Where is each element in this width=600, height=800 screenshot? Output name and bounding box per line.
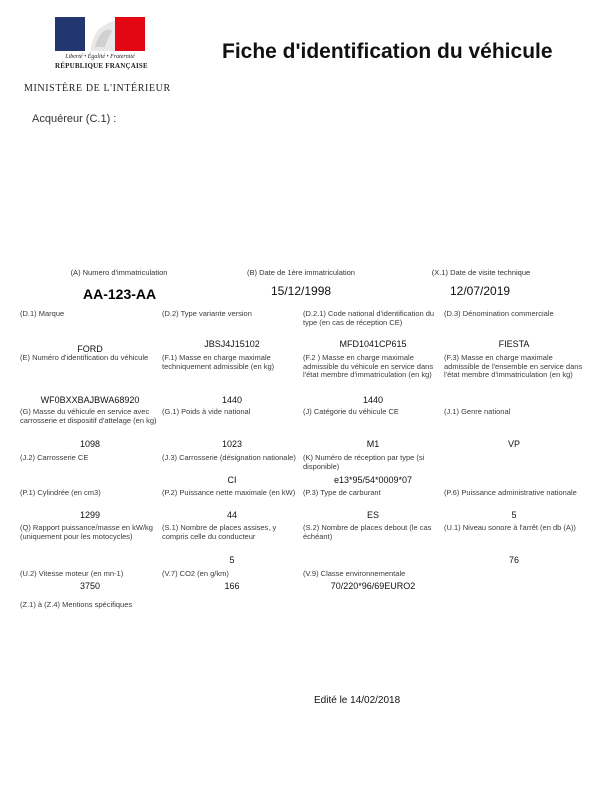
field-p3-value: ES xyxy=(366,510,379,520)
field-d3-value: FIESTA xyxy=(498,339,530,349)
field-e-label: (E) Numéro d'identification du véhicule xyxy=(20,353,149,362)
field-s2-label: (S.2) Nombre de places debout (le cas échéant) xyxy=(303,523,432,541)
field-j-label: (J) Catégorie du véhicule CE xyxy=(303,407,399,416)
field-d2-value: JBSJ4J15102 xyxy=(204,339,260,349)
field-p6-label: (P.6) Puissance administrative nationale xyxy=(444,488,577,497)
field-p2-label: (P.2) Puissance nette maximale (en kW) xyxy=(162,488,296,497)
field-f1-value: 1440 xyxy=(221,395,243,405)
field-q-label: (Q) Rapport puissance/masse en kW/kg (uniquement pour les motocycles) xyxy=(20,523,153,541)
field-p1-label: (P.1) Cylindrée (en cm3) xyxy=(20,488,101,497)
field-p1-value: 1299 xyxy=(79,510,101,520)
page-title: Fiche d'identification du véhicule xyxy=(222,40,553,63)
edited-date: Edité le 14/02/2018 xyxy=(314,695,401,706)
field-p6-value: 5 xyxy=(511,510,517,520)
first-registration-label: (B) Date de 1ère immatriculation xyxy=(247,268,355,277)
logo-republic: RÉPUBLIQUE FRANÇAISE xyxy=(55,62,148,70)
ministry-name: MINISTÈRE DE L'INTÉRIEUR xyxy=(24,83,171,94)
field-j3-label: (J.3) Carrosserie (désignation nationale) xyxy=(162,453,296,462)
field-d21-label: (D.2.1) Code national d'identification du type (en cas de réception CE) xyxy=(303,309,435,327)
field-j2-label: (J.2) Carrosserie CE xyxy=(20,453,89,462)
field-j3-value: CI xyxy=(227,475,237,485)
flag-icon xyxy=(55,17,145,51)
field-z-label: (Z.1) à (Z.4) Mentions spécifiques xyxy=(20,600,133,609)
field-f1-label: (F.1) Masse en charge maximale techniquement admissible (en kg) xyxy=(162,353,275,371)
field-p2-value: 44 xyxy=(226,510,237,520)
field-k-label: (K) Numéro de réception par type (si disponible) xyxy=(303,453,425,471)
field-d3-label: (D.3) Dénomination commerciale xyxy=(444,309,554,318)
field-v7-label: (V.7) CO2 (en g/km) xyxy=(162,569,229,578)
acquirer-label: Acquéreur (C.1) : xyxy=(32,113,117,125)
field-f2-value: 1440 xyxy=(362,395,384,405)
marianne-logo xyxy=(55,17,148,71)
logo-motto: Liberté • Égalité • Fraternité xyxy=(65,54,135,60)
field-u2-value: 3750 xyxy=(79,581,101,591)
field-d1-value: FORD xyxy=(77,344,103,354)
field-s1-label: (S.1) Nombre de places assises, y compris celle du conducteur xyxy=(162,523,277,541)
field-g-label: (G) Masse du véhicule en service avec carrosserie et dispositif d'attelage (en kg) xyxy=(20,407,157,425)
field-s1-value: 5 xyxy=(229,555,235,565)
field-e-value: WF0BXXBAJBWA68920 xyxy=(40,395,140,405)
field-j1-value: VP xyxy=(507,439,520,449)
field-d2-label: (D.2) Type variante version xyxy=(162,309,252,318)
field-u1-value: 76 xyxy=(508,555,519,565)
plate-value: AA-123-AA xyxy=(83,286,157,302)
plate-label: (A) Numero d'immatriculation xyxy=(70,268,168,277)
field-j-value: M1 xyxy=(366,439,380,449)
field-k-value: e13*95/54*0009*07 xyxy=(333,475,413,485)
first-registration-value: 15/12/1998 xyxy=(271,284,332,298)
field-v9-label: (V.9) Classe environnementale xyxy=(303,569,406,578)
field-u1-label: (U.1) Niveau sonore à l'arrêt (en db (A)) xyxy=(444,523,576,532)
field-d1-label: (D.1) Marque xyxy=(20,309,65,318)
field-g1-label: (G.1) Poids à vide national xyxy=(162,407,251,416)
field-g-value: 1098 xyxy=(79,439,101,449)
field-f3-label: (F.3) Masse en charge maximale admissible de l'ensemble en service dans l'état membre d'immatriculation (en kg) xyxy=(444,353,583,380)
inspection-date-value: 12/07/2019 xyxy=(450,284,511,298)
field-u2-label: (U.2) Vitesse moteur (en mn-1) xyxy=(20,569,124,578)
field-d21-value: MFD1041CP615 xyxy=(339,339,407,349)
inspection-date-label: (X.1) Date de visite technique xyxy=(431,268,531,277)
field-p3-label: (P.3) Type de carburant xyxy=(303,488,381,497)
field-v7-value: 166 xyxy=(224,581,240,591)
field-j1-label: (J.1) Genre national xyxy=(444,407,511,416)
field-g1-value: 1023 xyxy=(221,439,243,449)
field-v9-value: 70/220*96/69EURO2 xyxy=(330,581,416,591)
field-f2-label: (F.2 ) Masse en charge maximale admissible du véhicule en service dans l'état membre d'immatriculation (en kg) xyxy=(303,353,434,380)
